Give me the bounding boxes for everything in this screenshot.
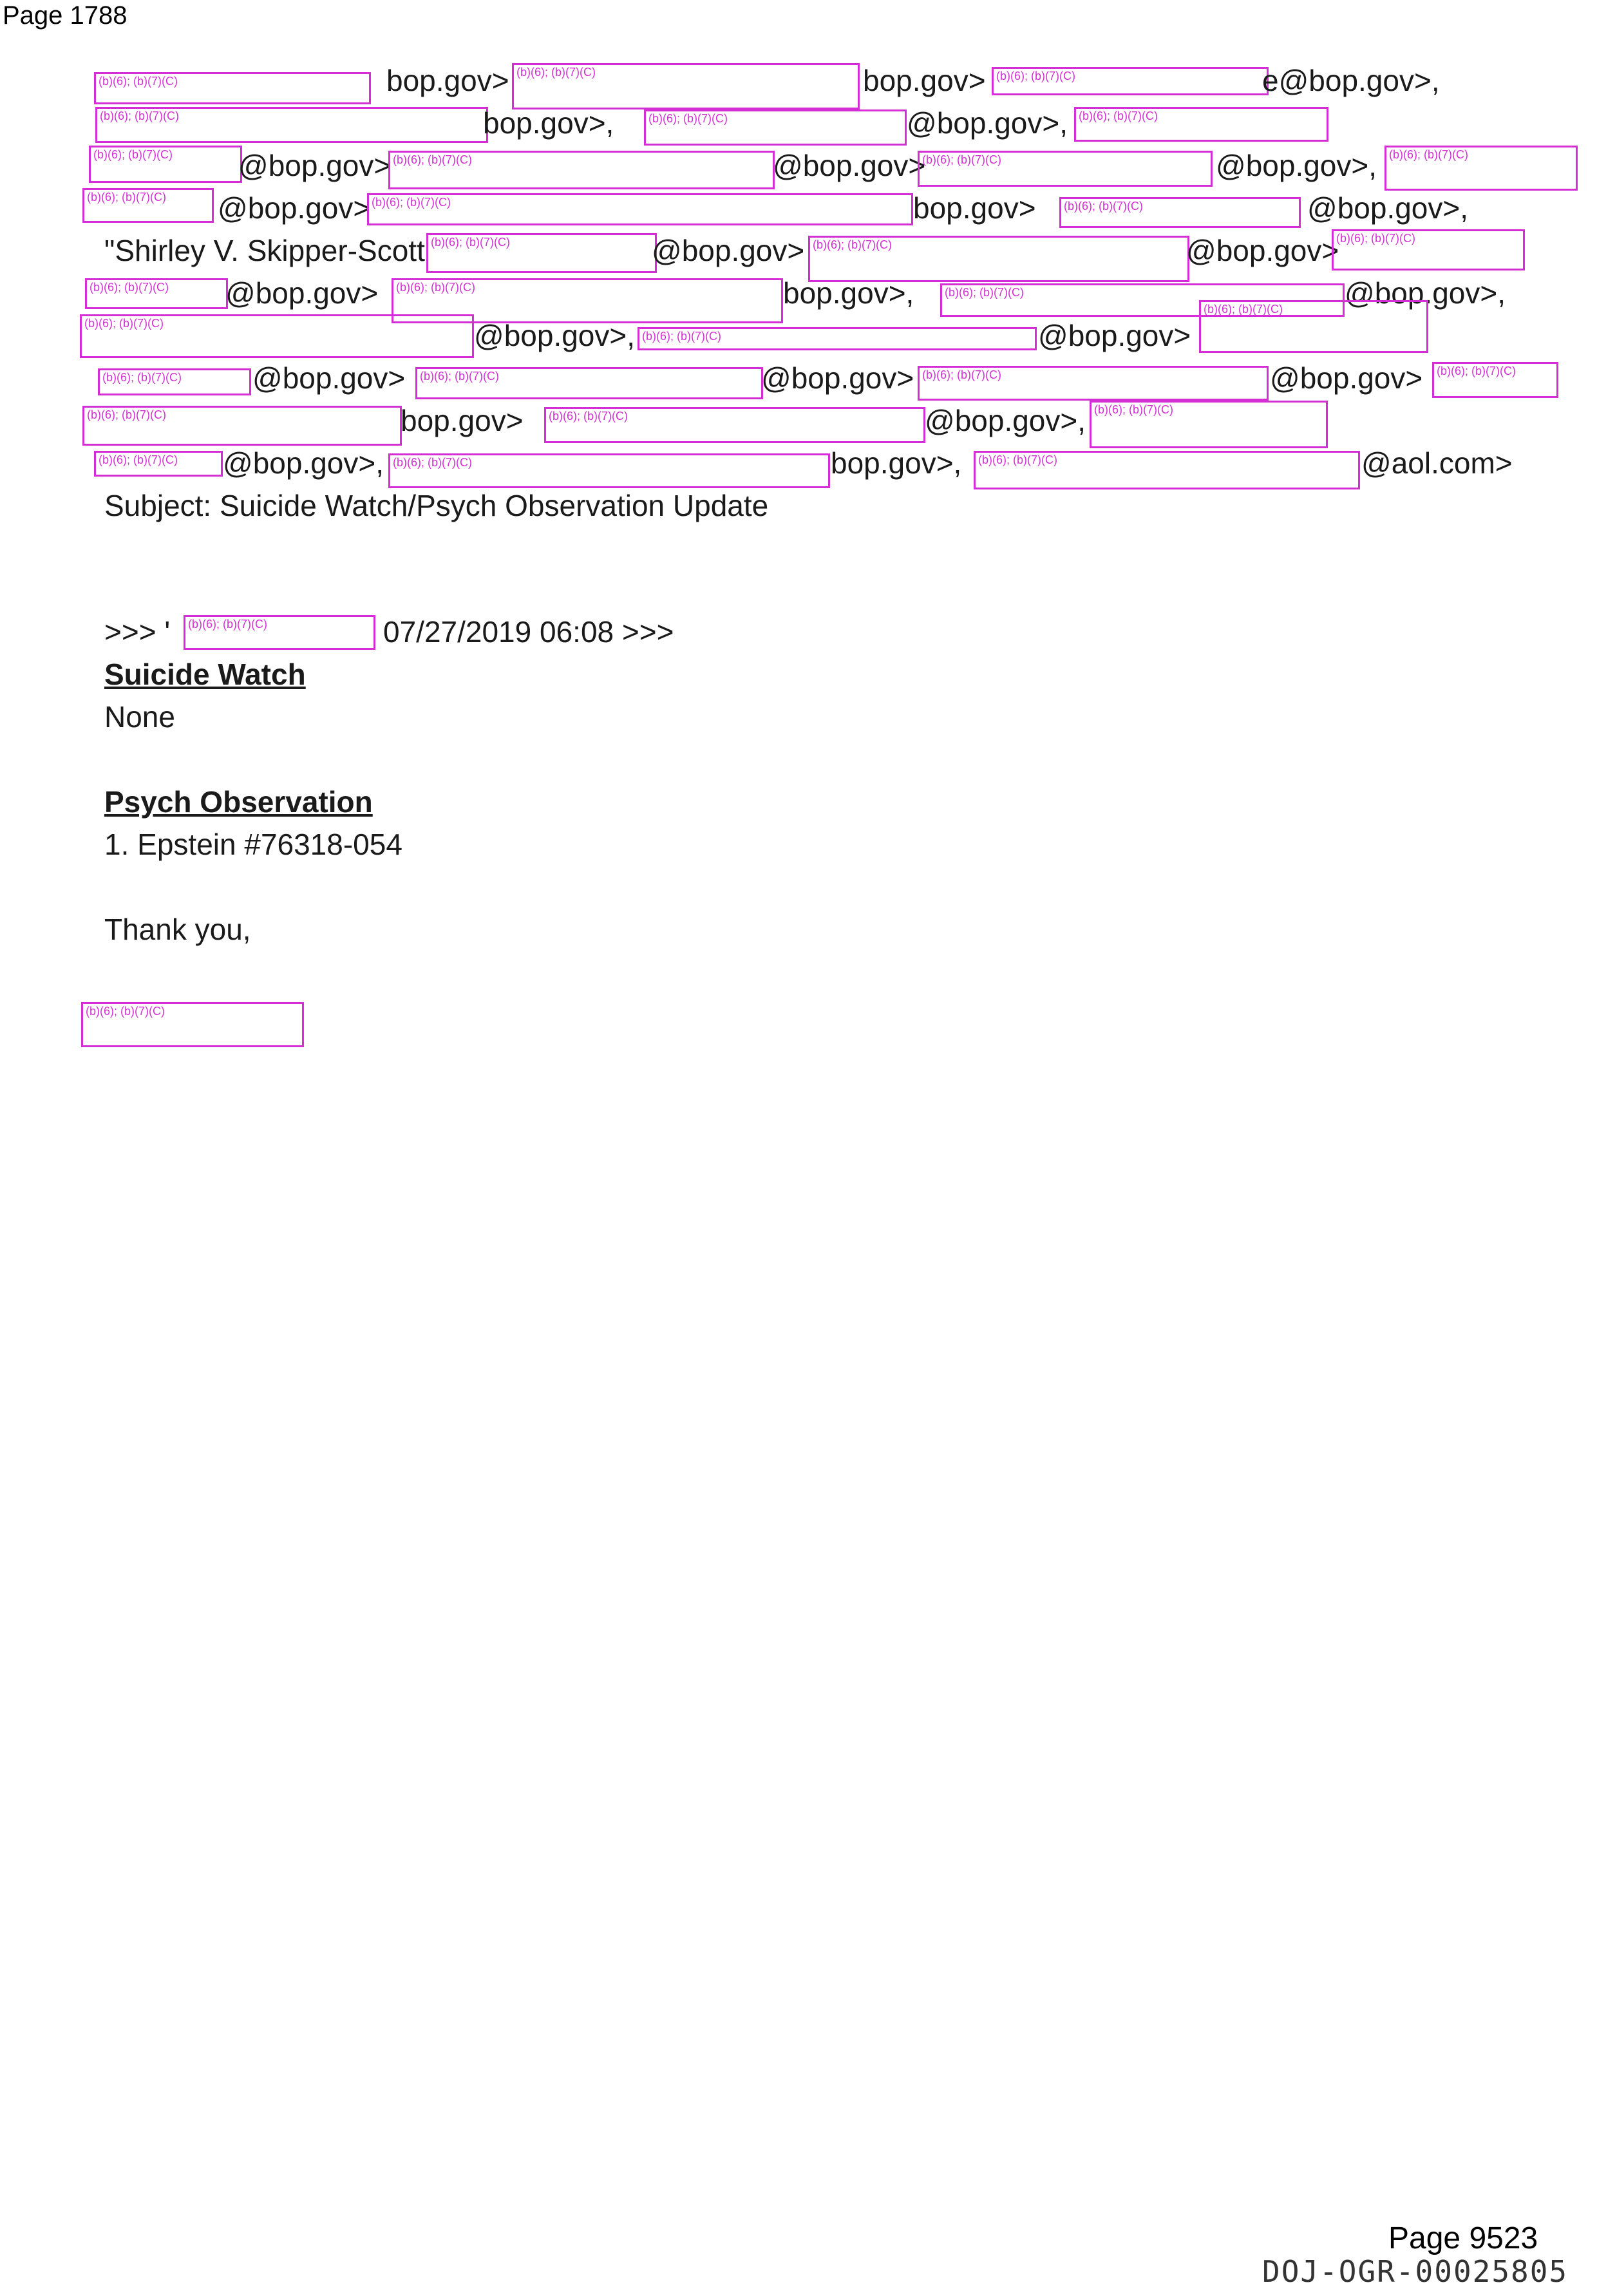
redaction-box: (b)(6); (b)(7)(C) bbox=[644, 109, 907, 146]
psych-observation-heading: Psych Observation bbox=[104, 785, 373, 819]
redaction-box: (b)(6); (b)(7)(C) bbox=[426, 233, 657, 273]
redaction-box: (b)(6); (b)(7)(C) bbox=[95, 107, 488, 143]
recipient-text: @bop.gov>, bbox=[907, 106, 1068, 140]
redaction-box: (b)(6); (b)(7)(C) bbox=[82, 188, 214, 223]
recipient-text: @bop.gov> bbox=[1186, 234, 1339, 267]
redaction-box: (b)(6); (b)(7)(C) bbox=[85, 278, 228, 309]
email-subject: Subject: Suicide Watch/Psych Observation Update bbox=[104, 489, 769, 522]
redaction-box: (b)(6); (b)(7)(C) bbox=[992, 67, 1269, 95]
redaction-box: (b)(6); (b)(7)(C) bbox=[1199, 300, 1428, 353]
recipient-text: bop.gov>, bbox=[483, 106, 614, 140]
header-page-number: Page 1788 bbox=[3, 1, 128, 30]
footer-page-number: Page 9523 bbox=[1388, 2221, 1538, 2255]
redaction-box: (b)(6); (b)(7)(C) bbox=[98, 368, 251, 395]
redaction-box: (b)(6); (b)(7)(C) bbox=[82, 406, 402, 446]
redaction-box: (b)(6); (b)(7)(C) bbox=[367, 193, 913, 225]
redaction-box: (b)(6); (b)(7)(C) bbox=[388, 453, 830, 488]
redaction-box: (b)(6); (b)(7)(C) bbox=[1090, 401, 1328, 448]
recipient-text: bop.gov> bbox=[386, 64, 509, 97]
quote-prefix: >>> ' bbox=[104, 615, 171, 649]
redaction-box: (b)(6); (b)(7)(C) bbox=[808, 236, 1189, 282]
suicide-watch-heading: Suicide Watch bbox=[104, 658, 306, 691]
redaction-box: (b)(6); (b)(7)(C) bbox=[638, 327, 1037, 350]
recipient-text: bop.gov> bbox=[913, 191, 1036, 225]
recipient-text: bop.gov> bbox=[863, 64, 986, 97]
recipient-text: @bop.gov>, bbox=[1307, 191, 1469, 225]
recipient-text: @bop.gov> bbox=[761, 361, 914, 395]
redaction-box: (b)(6); (b)(7)(C) bbox=[80, 314, 474, 358]
closing-text: Thank you, bbox=[104, 913, 251, 946]
redaction-box: (b)(6); (b)(7)(C) bbox=[392, 278, 783, 323]
quote-timestamp: 07/27/2019 06:08 >>> bbox=[383, 615, 674, 649]
redaction-box: (b)(6); (b)(7)(C) bbox=[1332, 229, 1525, 270]
recipient-text: @bop.gov> bbox=[238, 149, 392, 182]
redaction-box: (b)(6); (b)(7)(C) bbox=[1059, 197, 1301, 228]
recipient-text: @bop.gov> bbox=[252, 361, 406, 395]
recipient-text: @bop.gov>, bbox=[925, 404, 1086, 437]
redaction-box: (b)(6); (b)(7)(C) bbox=[544, 407, 925, 443]
redaction-box: (b)(6); (b)(7)(C) bbox=[918, 366, 1269, 401]
recipient-text: bop.gov>, bbox=[783, 276, 914, 310]
recipient-text: e@bop.gov>, bbox=[1262, 64, 1440, 97]
redaction-box: (b)(6); (b)(7)(C) bbox=[184, 615, 375, 650]
recipient-text: "Shirley V. Skipper-Scott bbox=[104, 234, 425, 267]
redaction-box: (b)(6); (b)(7)(C) bbox=[94, 72, 371, 104]
redaction-box: (b)(6); (b)(7)(C) bbox=[1384, 146, 1578, 191]
redaction-box: (b)(6); (b)(7)(C) bbox=[388, 151, 775, 189]
redaction-box: (b)(6); (b)(7)(C) bbox=[1432, 362, 1558, 398]
redaction-box: (b)(6); (b)(7)(C) bbox=[512, 63, 860, 109]
recipient-text: @aol.com> bbox=[1361, 446, 1513, 480]
recipient-text: @bop.gov> bbox=[225, 276, 379, 310]
recipient-text: @bop.gov>, bbox=[474, 319, 636, 352]
bates-number: DOJ-OGR-00025805 bbox=[1262, 2254, 1569, 2289]
redaction-box: (b)(6); (b)(7)(C) bbox=[940, 283, 1345, 317]
recipient-text: @bop.gov>, bbox=[223, 446, 384, 480]
redaction-box: (b)(6); (b)(7)(C) bbox=[94, 451, 223, 477]
recipient-text: @bop.gov> bbox=[652, 234, 805, 267]
redaction-box: (b)(6); (b)(7)(C) bbox=[918, 151, 1213, 187]
redaction-box: (b)(6); (b)(7)(C) bbox=[89, 146, 242, 183]
recipient-text: @bop.gov> bbox=[1270, 361, 1423, 395]
recipient-text: @bop.gov> bbox=[773, 149, 926, 182]
psych-observation-item: 1. Epstein #76318-054 bbox=[104, 828, 402, 861]
recipient-text: @bop.gov> bbox=[218, 191, 371, 225]
redaction-box: (b)(6); (b)(7)(C) bbox=[415, 367, 763, 399]
redaction-box: (b)(6); (b)(7)(C) bbox=[1074, 107, 1328, 142]
redaction-box: (b)(6); (b)(7)(C) bbox=[81, 1002, 304, 1047]
redaction-box: (b)(6); (b)(7)(C) bbox=[974, 451, 1360, 489]
recipient-text: @bop.gov>, bbox=[1216, 149, 1377, 182]
recipient-text: @bop.gov>, bbox=[1345, 276, 1506, 310]
recipient-text: bop.gov> bbox=[401, 404, 524, 437]
recipient-text: @bop.gov> bbox=[1038, 319, 1191, 352]
suicide-watch-value: None bbox=[104, 700, 175, 734]
recipient-text: bop.gov>, bbox=[831, 446, 962, 480]
